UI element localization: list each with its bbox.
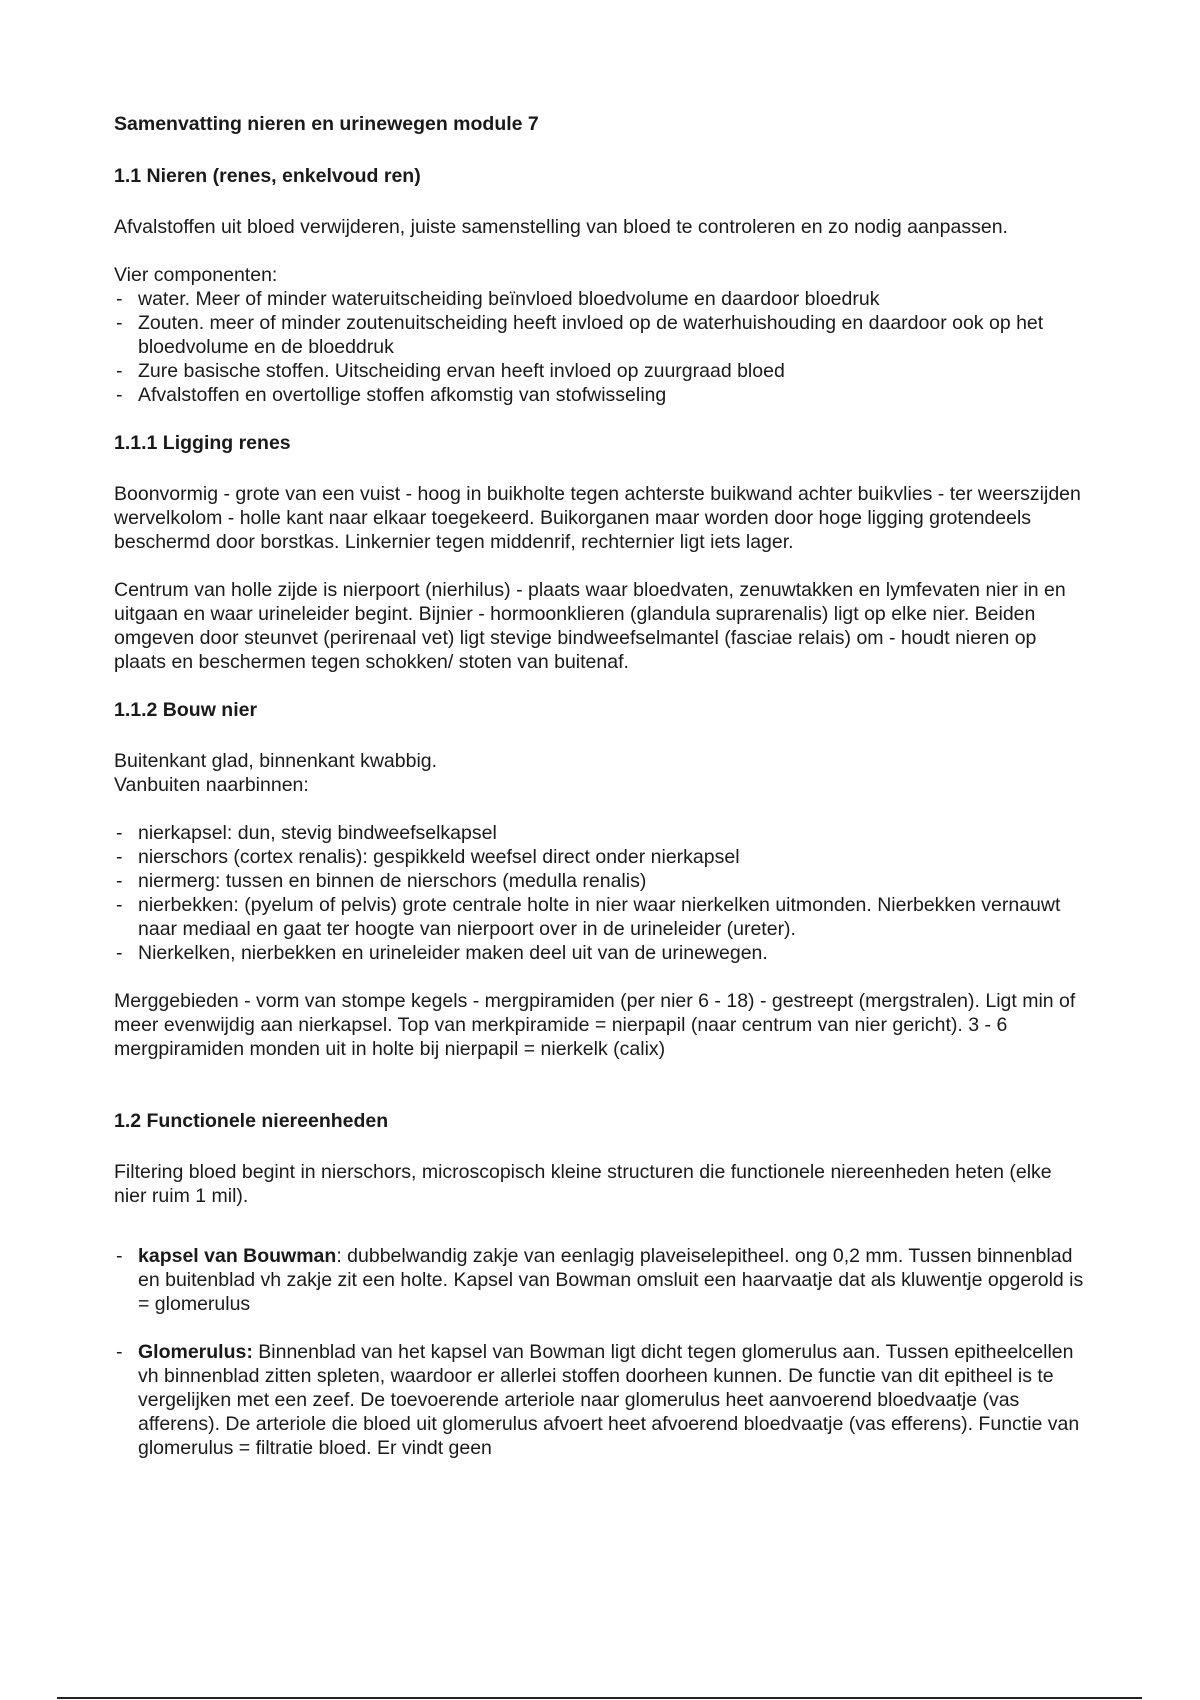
term: kapsel van Bouwman [138,1245,337,1267]
list-item: - Nierkelken, nierbekken en urineleider maken deel uit van de urinewegen. [114,941,1089,965]
layers-list [114,821,1089,965]
paragraph-line: Buitenkant glad, binnenkant kwabbig. [114,750,438,772]
footer-rule [57,1697,1142,1699]
list-item: - niermerg: tussen en binnen de nierschors (medulla renalis) [114,869,1089,893]
paragraph: Filtering bloed begint in nierschors, microscopisch kleine structuren die functionele niereenheden heten (elke nier ruim 1 mil). [114,1161,1052,1207]
list-item: - nierbekken: (pyelum of pelvis) grote centrale holte in nier waar nierkelken uitmonden. Nierbekken vernauwt naar mediaal en gaat ter hoogte van nierpoort over in de urineleider (ureter). [114,893,1089,941]
list-item [114,1244,1089,1316]
list-item: - Afvalstoffen en overtollige stoffen afkomstig van stofwisseling [114,383,1089,407]
section-heading-1-1-2: 1.1.2 Bouw nier [114,699,258,721]
term-description: : dubbelwandig zakje van eenlagig plaveiselepitheel. ong 0,2 mm. Tussen binnenblad en buitenblad vh zakje zit een holte. Kapsel van Bowman omsluit een haarvaatje dat als kluwentje opgerold is = glomerulus [138,1245,1084,1315]
paragraph: Boonvormig - grote van een vuist - hoog in buikholte tegen achterste buikwand achter buikvlies - ter weerszijden wervelkolom - holle kant naar elkaar toegekeerd. Buikorganen maar worden door hoge ligging grotendeels beschermd door borstkas. Linkernier tegen middenrif, rechternier ligt iets lager. [114,483,1081,553]
section-heading-1-2: 1.2 Functionele niereenheden [114,1110,389,1132]
list-label: Vier componenten: [114,264,278,286]
document-title: Samenvatting nieren en urinewegen module 7 [114,113,539,135]
list-item: - nierkapsel: dun, stevig bindweefselkapsel [114,821,1089,845]
document-page [114,112,1089,1484]
section-heading-1-1-1: 1.1.1 Ligging renes [114,432,291,454]
paragraph: Centrum van holle zijde is nierpoort (nierhilus) - plaats waar bloedvaten, zenuwtakken en lymfevaten nier in en uitgaan en waar urineleider begint. Bijnier - hormoonklieren (glandula suprarenalis) ligt op elke nier. Beiden omgeven door steunvet (perirenaal vet) ligt stevige bindweefselmantel (fasciae relais) om - houdt nieren op plaats en beschermen tegen schokken/ stoten van buitenaf. [114,579,1066,673]
paragraph: Merggebieden - vorm van stompe kegels - mergpiramiden (per nier 6 - 18) - gestreept (mergstralen). Ligt min of meer evenwijdig aan nierkapsel. Top van merkpiramide = nierpapil (naar centrum van nier gericht). 3 - 6 mergpiramiden monden uit in holte bij nierpapil = nierkelk (calix) [114,990,1076,1060]
paragraph: Afvalstoffen uit bloed verwijderen, juiste samenstelling van bloed te controleren en zo nodig aanpassen. [114,216,1008,238]
section-heading-1-1: 1.1 Nieren (renes, enkelvoud ren) [114,165,421,187]
list-item: - nierschors (cortex renalis): gespikkeld weefsel direct onder nierkapsel [114,845,1089,869]
list-item: - Zure basische stoffen. Uitscheiding ervan heeft invloed op zuurgraad bloed [114,359,1089,383]
list-item: - Zouten. meer of minder zoutenuitscheiding heeft invloed op de waterhuishouding en daardoor ook op het bloedvolume en de bloeddruk [114,311,1089,359]
list-item: - water. Meer of minder wateruitscheiding beïnvloed bloedvolume en daardoor bloedruk [114,287,1089,311]
term-description: Binnenblad van het kapsel van Bowman ligt dicht tegen glomerulus aan. Tussen epitheelcellen vh binnenblad zitten spleten, waardoor er allerlei stoffen doorheen kunnen. De functie van dit epitheel is te vergelijken met een zeef. De toevoerende arteriole naar glomerulus heet aanvoerend bloedvaatje (vas afferens). De arteriole die bloed uit glomerulus afvoert heet afvoerend bloedvaatje (vas efferens). Functie van glomerulus = filtratie bloed. Er vindt geen [138,1341,1080,1459]
paragraph-line: Vanbuiten naarbinnen: [114,774,309,796]
structures-list [114,1244,1089,1460]
term: Glomerulus: [138,1341,253,1363]
components-list [114,287,1089,407]
list-item [114,1340,1089,1460]
